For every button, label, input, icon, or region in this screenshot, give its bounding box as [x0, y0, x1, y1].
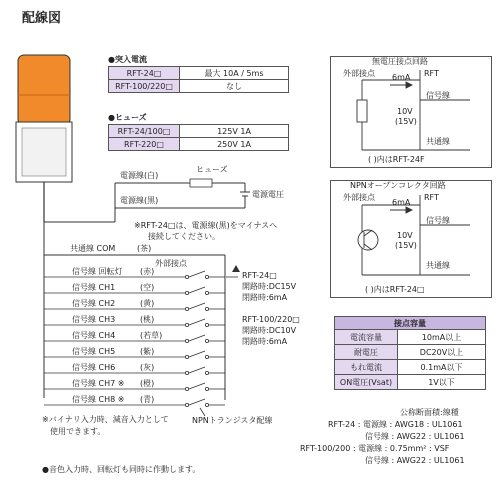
capacity-title: 接点容量: [334, 316, 486, 330]
dry-contact-model: RFT: [424, 69, 439, 78]
power-line-white: 電源線(白): [120, 171, 159, 180]
power-note-2: 接続してください。: [148, 232, 220, 241]
npn-note: ( )内はRFT-24□: [365, 285, 425, 294]
capacity-label-4: ON電圧(Vsat): [334, 374, 398, 390]
wire-label-4: 信号線 CH3: [72, 315, 116, 324]
cable-line-3: RFT-100/200 : 電源線 : 0.75mm² : VSF: [300, 444, 450, 453]
wire-label-com: 共通線 COM: [70, 244, 116, 253]
wire-label-9: 信号線 CH8 ※: [72, 395, 125, 404]
fuse-symbol: [190, 179, 212, 187]
wire-color-2: (空): [140, 283, 155, 292]
supply-voltage: 電源電圧: [252, 190, 284, 199]
power-line-black: 電源線(黒): [120, 196, 159, 205]
dry-contact-ext: 外部接点: [343, 69, 375, 78]
cable-line-1: RFT-24 : 電源線 : AWG18 : UL1061: [328, 420, 463, 429]
npn-voltage2: (15V): [395, 241, 417, 250]
cable-line-2: 信号線 : AWG22 : UL1061: [365, 432, 465, 441]
npn-current: 6mA: [392, 198, 411, 207]
npn-signal: 信号線: [426, 216, 450, 225]
fuse-value-1: 125V 1A: [179, 124, 289, 138]
wire-color-4: (桃): [140, 315, 155, 324]
fuse-model-2: RFT-220□: [108, 137, 180, 151]
binary-note-2: 使用できます。: [50, 427, 106, 436]
dry-contact-signal: 信号線: [426, 91, 450, 100]
dry-contact-current: 6mA: [392, 73, 411, 82]
fuse-label: ヒューズ: [196, 165, 228, 174]
wire-color-5: (若草): [140, 331, 163, 340]
external-contact-label: 外部接点: [155, 259, 187, 268]
capacity-value-4: 1V以下: [397, 374, 486, 390]
wire-color-3: (黄): [140, 299, 155, 308]
cable-title: 公称断面積:線種: [400, 408, 459, 417]
capacity-label-1: 電流容量: [334, 329, 398, 345]
lamp-dome: [18, 55, 70, 125]
wire-label-2: 信号線 CH1: [72, 283, 116, 292]
wire-color-com: (茶): [137, 244, 152, 253]
inrush-heading: ●突入電流: [108, 55, 147, 64]
dry-contact-voltage: 10V: [397, 107, 413, 116]
wire-label-5: 信号線 CH4: [72, 331, 116, 340]
spec100-model: RFT-100/220□: [242, 315, 300, 324]
npn-common: 共通線: [426, 261, 450, 270]
inrush-value-2: なし: [179, 79, 289, 93]
capacity-value-3: 0.1mA以下: [397, 359, 486, 375]
inrush-model-1: RFT-24□: [108, 66, 180, 80]
dry-contact-title: 無電圧接点回路: [372, 57, 428, 66]
fuse-value-2: 250V 1A: [179, 137, 289, 151]
bottom-note: ●音色入力時、回転灯も同時に作動します。: [42, 465, 201, 474]
npn-model: RFT: [424, 193, 439, 202]
wire-label-1: 信号線 回転灯: [72, 267, 123, 276]
capacity-label-2: 耐電圧: [334, 344, 398, 360]
cable-line-4: 信号線 : AWG22 : UL1061: [365, 456, 465, 465]
spec24-closed: 閉路時:6mA: [242, 293, 288, 302]
spec24-open: 開路時:DC15V: [242, 282, 297, 291]
capacity-value-1: 10mA以上: [397, 329, 486, 345]
wire-color-8: (橙): [140, 379, 155, 388]
capacity-label-3: もれ電流: [334, 359, 398, 375]
external-contact-switches: [185, 271, 225, 407]
diagram-title: 配線図: [22, 11, 62, 26]
spec100-closed: 閉路時:6mA: [242, 337, 288, 346]
npn-ext: 外部接点: [343, 193, 375, 202]
wire-color-6: (紫): [140, 347, 155, 356]
wire-color-7: (灰): [140, 363, 155, 372]
binary-note-1: ※バイナリ入力時、減音入力として: [42, 415, 169, 424]
spec24-model: RFT-24□: [242, 271, 277, 280]
capacity-value-2: DC20V以上: [397, 344, 486, 360]
npn-wiring-label: NPNトランジスタ配線: [192, 416, 273, 425]
dry-contact-common: 共通線: [426, 137, 450, 146]
npn-voltage: 10V: [397, 231, 413, 240]
npn-title: NPNオープンコレクタ回路: [350, 181, 446, 190]
dry-contact-voltage2: (15V): [395, 117, 417, 126]
wire-label-7: 信号線 CH6: [72, 363, 116, 372]
dry-contact-note: ( )内はRFT-24F: [368, 155, 425, 164]
fuse-model-1: RFT-24/100□: [108, 124, 180, 138]
inrush-value-1: 最大 10A / 5ms: [179, 66, 289, 80]
power-note-1: ※RFT-24□は、電源線(黒)をマイナスへ: [134, 221, 278, 230]
wire-color-1: (赤): [140, 267, 155, 276]
wire-label-8: 信号線 CH7 ※: [72, 379, 125, 388]
wire-color-9: (青): [140, 395, 155, 404]
wire-label-6: 信号線 CH5: [72, 347, 116, 356]
spec100-open: 開路時:DC10V: [242, 326, 297, 335]
fuse-heading: ●ヒューズ: [108, 113, 147, 122]
inrush-model-2: RFT-100/220□: [108, 79, 180, 93]
wire-label-3: 信号線 CH2: [72, 299, 116, 308]
